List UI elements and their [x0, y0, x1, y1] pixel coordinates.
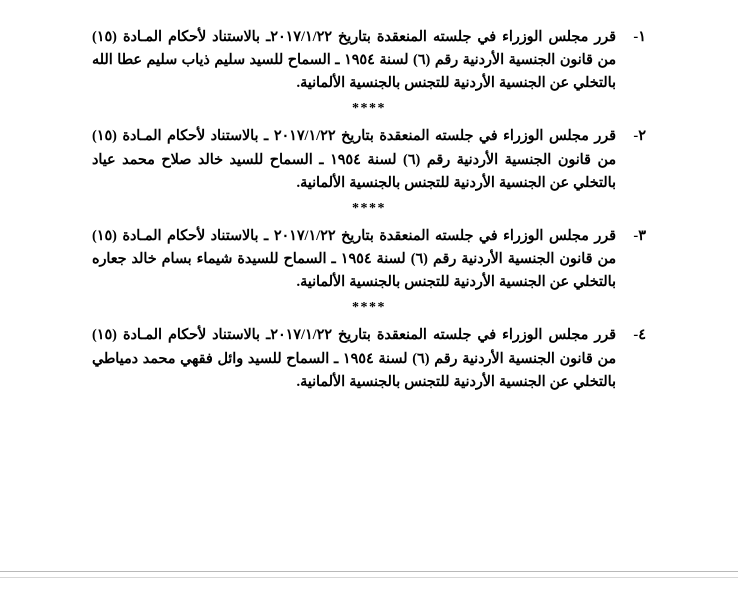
list-item-text: قرر مجلس الوزراء في جلسته المنعقدة بتاريخ ٢٠١٧/١/٢٢ ـ بالاستناد لأحكام المـادة (١٥) من قانون الجنسية الأردنية رقم (٦) لسنة ١٩٥٤ ـ السماح للسيدة شيماء بسام خالد جعاره بالتخلي عن الجنسية الأردنية للتجنس بالجنسية الألمانية. — [92, 227, 617, 291]
list-item-number: ٢- — [633, 128, 646, 145]
list-item-text: قرر مجلس الوزراء في جلسته المنعقدة بتاريخ ٢٠١٧/١/٢٢ ـ بالاستناد لأحكام المـادة (١٥) من قانون الجنسية الأردنية رقم (٦) لسنة ١٩٥٤ ـ السماح للسيد خالد صلاح محمد عياد بالتخلي عن الجنسية الأردنية للتجنس بالجنسية الألمانية. — [92, 128, 617, 191]
list-item-number: ٤- — [633, 327, 646, 344]
list-item — [92, 225, 646, 294]
document-body — [92, 26, 646, 394]
list-item-text: قرر مجلس الوزراء في جلسته المنعقدة بتاريخ ٢٠١٧/١/٢٢ـ بالاستناد لأحكام المـادة (١٥) من قانون الجنسية الأردنية رقم (٦) لسنة ١٩٥٤ ـ السماح للسيد وائل فقهي محمد دمياطي بالتخلي عن الجنسية الأردنية للتجنس بالجنسية الألمانية. — [92, 327, 616, 390]
list-item-number: ١- — [633, 29, 646, 45]
section-separator: **** — [352, 300, 386, 316]
section-separator: **** — [352, 200, 386, 216]
footer-divider-secondary — [0, 577, 738, 578]
list-item — [92, 324, 646, 393]
section-separator: **** — [352, 101, 386, 117]
list-item — [92, 26, 646, 95]
list-item — [92, 125, 646, 194]
list-item-number: ٣- — [633, 227, 646, 244]
footer-divider — [0, 571, 738, 572]
list-item-text: قرر مجلس الوزراء في جلسته المنعقدة بتاريخ ٢٠١٧/١/٢٢ـ بالاستناد لأحكام المـادة (١٥) من قانون الجنسية الأردنية رقم (٦) لسنة ١٩٥٤ ـ السماح للسيد سليم ذياب سليم عطا الله بالتخلي عن الجنسية الأردنية للتجنس بالجنسية الألمانية. — [92, 29, 616, 92]
